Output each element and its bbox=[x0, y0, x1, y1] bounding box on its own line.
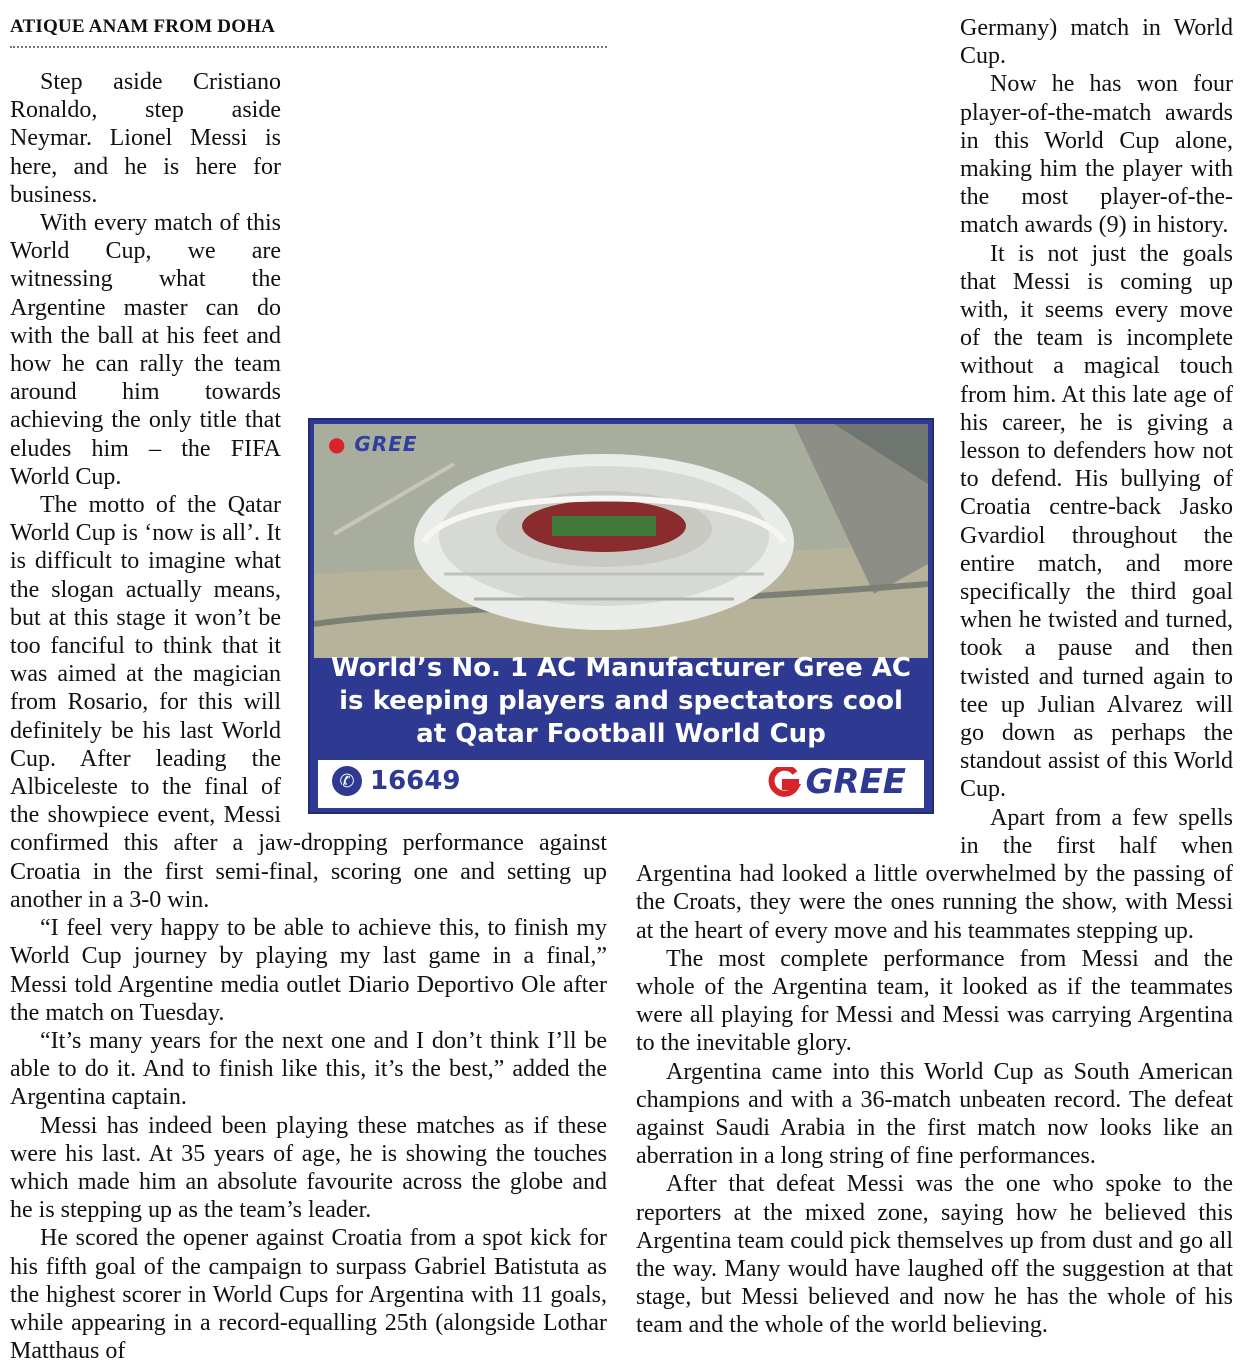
paragraph: Germany) match in World Cup. bbox=[960, 15, 1233, 70]
gree-advertisement bbox=[308, 418, 934, 814]
ad-headline-line: World’s No. 1 AC Manufacturer Gree AC bbox=[331, 653, 911, 683]
stadium-photo bbox=[314, 424, 928, 658]
stadium-illustration bbox=[314, 424, 928, 658]
paragraph: “I feel very happy to be able to achieve this, to finish my World Cup journey by playing my last game in a final,” Messi told Argentine media outlet Diario Deportivo Ole after the match on Tuesday. bbox=[10, 915, 607, 1026]
ad-phone bbox=[332, 766, 460, 796]
paragraph: The motto of the Qatar World Cup is ‘now is all’. It is difficult to imagine what the slogan actually means, but at this stage it won’t be too fanciful to think that it was aimed at the magician from Rosario, for this will definitely be his last World Cup. After leading the Albiceleste to the final of the showpiece event, Messi confirmed this after a jaw-dropping performance against Croatia in the first semi-final, scoring one and setting up another in a 3-0 win. bbox=[10, 492, 607, 913]
gree-logo-text: GREE bbox=[805, 762, 906, 802]
gree-logo-icon bbox=[765, 767, 801, 797]
byline: ATIQUE ANAM FROM DOHA bbox=[10, 16, 607, 48]
paragraph: He scored the opener against Croatia from a spot kick for his fifth goal of the campaign to surpass Gabriel Batistuta as the highest scorer in World Cups for Argentina with 11 goals, while appearing in a record-equalling 25th (alongside Lothar Matthaus of bbox=[10, 1225, 607, 1365]
phone-number: 16649 bbox=[370, 766, 461, 796]
ad-footer bbox=[318, 760, 924, 808]
paragraph: Apart from a few spells in the first half when Argentina had looked a little overwhelmed by the passing of the Croats, they were the ones running the show, with Messi at the heart of every move and his teammates stepping up. bbox=[636, 804, 1233, 944]
gree-logo bbox=[765, 762, 906, 802]
paragraph: “It’s many years for the next one and I don’t think I’ll be able to do it. And to finish like this, it’s the best,” added the Argentina captain. bbox=[10, 1027, 607, 1111]
ad-headline-line: at Qatar Football World Cup bbox=[416, 719, 826, 749]
paragraph: Now he has won four player-of-the-match awards in this World Cup alone, making him the player with the most player-of-the-match awards (9) in history. bbox=[960, 71, 1233, 239]
phone-icon: ✆ bbox=[332, 766, 362, 796]
ad-headline bbox=[314, 652, 928, 751]
paragraph: Step aside Cristiano Ronaldo, step aside Neymar. Lionel Messi is here, and he is here for business. bbox=[10, 69, 281, 208]
paragraph: With every match of this World Cup, we are witnessing what the Argentine master can do with the ball at his feet and how he can rally the team around him towards achieving the only title that eludes him – the FIFA World Cup. bbox=[10, 210, 281, 490]
paragraph: Argentina came into this World Cup as South American champions and with a 36-match unbeaten record. The defeat against Saudi Arabia in the first match now looks like an aberration in a long string of fine performances. bbox=[636, 1058, 1233, 1170]
paragraph: It is not just the goals that Messi is coming up with, it seems every move of the team is incomplete without a magical touch from him. At this late age of his career, he is giving a lesson to defenders how not to defend. His bullying of Croatia centre-back Jasko Gvardiol throughout the entire match, and more specifically the third goal when he twisted and turned, took a pause and then twisted and turned again to tee up Julian Alvarez will go down as perhaps the standout assist of this World Cup. bbox=[960, 240, 1233, 803]
paragraph: After that defeat Messi was the one who spoke to the reporters at the mixed zone, saying how he believed this Argentina team could pick themselves up from dust and go all the way. Many would have laughed off the suggestion at that stage, but Messi believed and now he has the whole of his team and the whole of the world believing. bbox=[636, 1171, 1233, 1339]
ad-headline-line: is keeping players and spectators cool bbox=[339, 686, 903, 716]
gree-top-logo: ● GREE bbox=[328, 432, 418, 456]
paragraph: The most complete performance from Messi and the whole of the Argentina team, it looked as if the teammates were all playing for Messi and Messi was carrying Argentina to the inevitable glory. bbox=[636, 945, 1233, 1057]
paragraph: Messi has indeed been playing these matches as if these were his last. At 35 years of age, he is showing the touches which made him an absolute favourite across the globe and he is stepping up as the team’s leader. bbox=[10, 1112, 607, 1224]
